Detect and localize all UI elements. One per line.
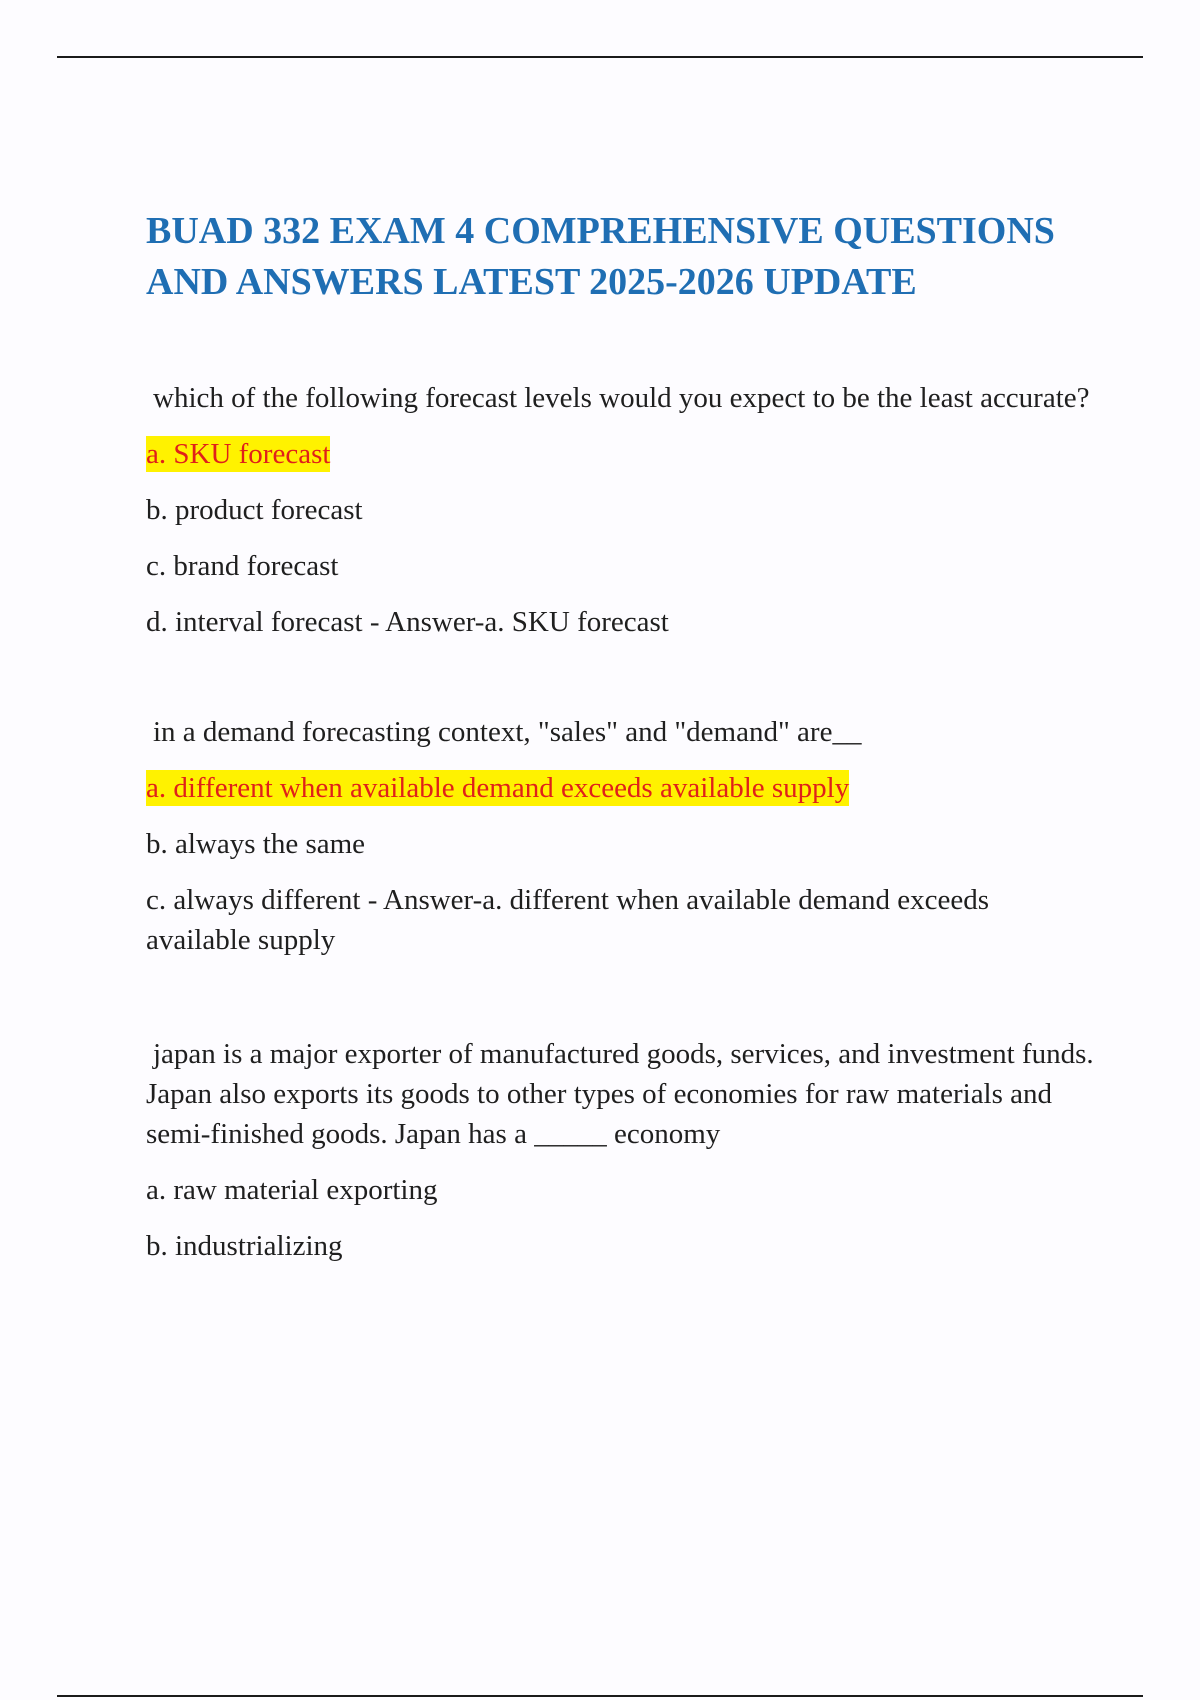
question-prompt: which of the following forecast levels would you expect to be the least accurate? [153, 382, 1090, 414]
top-rule [57, 56, 1143, 58]
answer-option: b. product forecast [146, 494, 363, 526]
question-block-1 [146, 378, 1096, 642]
answer-option: d. interval forecast - Answer-a. SKU forecast [146, 606, 669, 638]
answer-option: b. always the same [146, 828, 366, 860]
answer-option: c. always different - Answer-a. different when available demand exceeds available supply [146, 884, 990, 956]
question-prompt: japan is a major exporter of manufactured goods, services, and investment funds. Japan also exports its goods to other types of economies for raw materials and semi-finished goods. Japan has a _____ economy [146, 1038, 1094, 1150]
highlight-mark: a. different when available demand exceeds available supply [146, 772, 850, 804]
question-block-2 [146, 712, 1096, 960]
document-body [146, 206, 1096, 1266]
answer-option-highlighted [146, 768, 1096, 808]
document-title: BUAD 332 EXAM 4 COMPREHENSIVE QUESTIONS AND ANSWERS LATEST 2025-2026 UPDATE [146, 210, 1055, 303]
answer-option: a. raw material exporting [146, 1174, 438, 1206]
bottom-rule [57, 1695, 1143, 1697]
answer-option-highlighted [146, 434, 1096, 474]
highlight-mark: a. SKU forecast [146, 438, 331, 470]
answer-option: c. brand forecast [146, 550, 339, 582]
question-prompt: in a demand forecasting context, "sales" and "demand" are__ [153, 716, 862, 748]
answer-option: b. industrializing [146, 1230, 343, 1262]
question-block-3 [146, 1034, 1096, 1266]
